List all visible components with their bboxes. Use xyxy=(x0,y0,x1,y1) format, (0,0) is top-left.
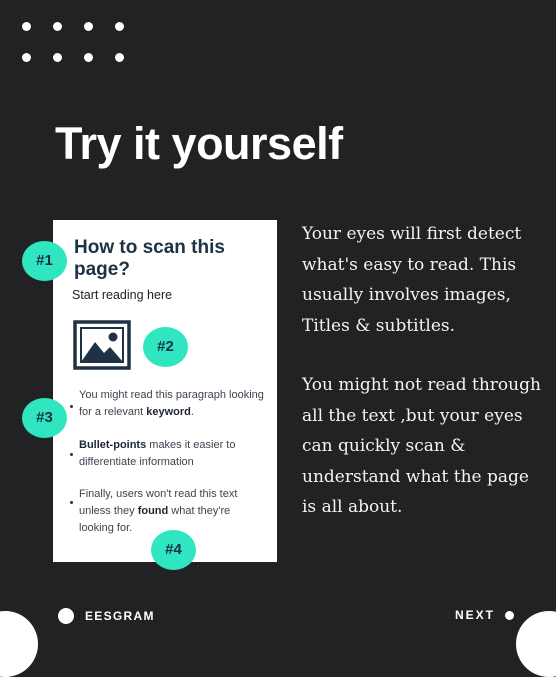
image-placeholder-icon xyxy=(73,320,131,370)
body-paragraph-2: You might not read through all the text ,but your eyes can quickly scan & understand what the page is all about. xyxy=(302,375,541,517)
bullet-dot xyxy=(70,453,73,456)
body-paragraph-1: Your eyes will first detect what's easy to read. This usually involves images, Titles & subtitles. xyxy=(302,224,522,336)
dot-grid-decoration xyxy=(22,22,132,67)
badge-2: #2 xyxy=(143,327,188,367)
card-heading: How to scan this page? xyxy=(74,237,225,280)
brand-dot-icon xyxy=(58,608,74,624)
next-dot-icon xyxy=(505,611,514,620)
badge-1: #1 xyxy=(22,241,67,281)
next-button[interactable] xyxy=(455,608,514,622)
badge-3: #3 xyxy=(22,398,67,438)
corner-circle-decoration xyxy=(0,611,38,677)
card-paragraph-3: Finally, users won't read this text unless they found what they're looking for. xyxy=(79,488,238,534)
bullet-dot xyxy=(70,405,73,408)
card-paragraph-2: Bullet-points makes it easier to differentiate information xyxy=(79,439,236,468)
bullet-points-bold: Bullet-points xyxy=(79,439,147,451)
brand-label: EESGRAM xyxy=(85,609,155,623)
keyword-bold: keyword xyxy=(146,406,191,418)
corner-circle-decoration xyxy=(516,611,556,677)
page-title: Try it yourself xyxy=(55,118,343,169)
brand-link[interactable] xyxy=(58,608,155,624)
next-label: NEXT xyxy=(454,608,495,622)
card-subheading: Start reading here xyxy=(72,288,173,302)
found-bold: found xyxy=(137,505,169,517)
example-page-card xyxy=(53,220,277,562)
card-paragraph-1: You might read this paragraph looking for a relevant keyword. xyxy=(79,389,264,418)
badge-4: #4 xyxy=(151,530,196,570)
bullet-dot xyxy=(70,501,73,504)
